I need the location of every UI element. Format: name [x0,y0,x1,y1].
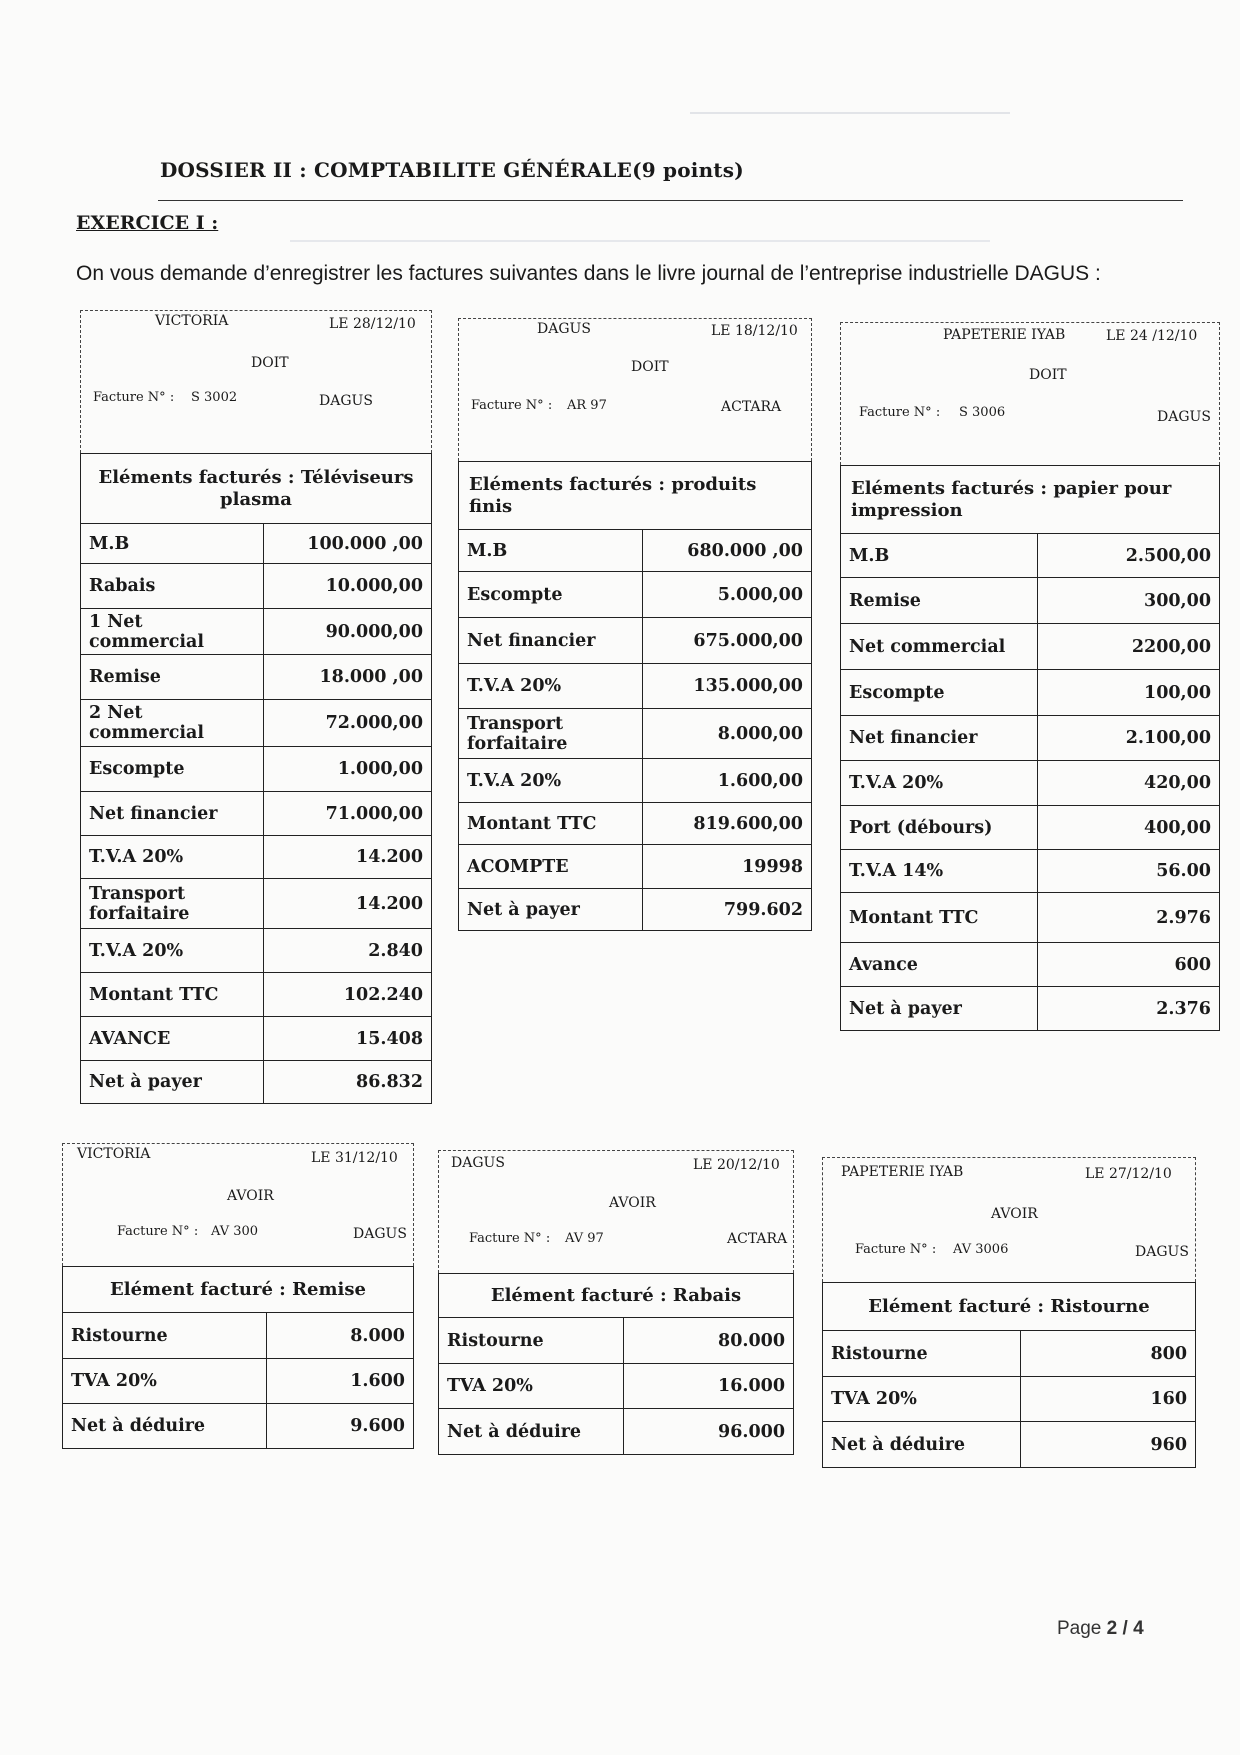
row-value: 799.602 [642,889,811,931]
elements-factures: Eléments facturés : papier pour impression [840,465,1220,533]
row-label: Escompte [459,572,643,618]
table-row [81,792,432,836]
row-value: 102.240 [263,973,431,1017]
row-label: Montant TTC [81,973,264,1017]
table-row [841,943,1220,987]
page-number [1057,1618,1144,1640]
table-row [841,761,1220,806]
bleed-through-mark [290,240,990,248]
table-row [439,1318,794,1364]
invoice-header [80,310,432,453]
row-label: Escompte [841,670,1038,716]
bleed-through-mark [690,112,1010,120]
table-row [81,879,432,929]
row-label: Net à déduire [823,1422,1021,1468]
date: LE 27/12/10 [1085,1166,1172,1182]
facture-number: AV 3006 [953,1242,1009,1257]
page-label: Page [1057,1618,1102,1639]
row-label: T.V.A 20% [841,761,1038,806]
row-label: ACOMPTE [459,845,643,889]
row-value: 1.000,00 [263,747,431,792]
row-value: 800 [1020,1331,1195,1377]
row-value: 96.000 [623,1409,793,1455]
table-row [841,850,1220,893]
issuer: VICTORIA [77,1146,151,1162]
row-value: 10.000,00 [263,564,431,609]
row-value: 819.600,00 [642,803,811,845]
avoir-header [438,1150,794,1273]
row-value: 400,00 [1038,806,1220,850]
table-row [823,1422,1196,1468]
row-value: 100.000 ,00 [263,524,431,564]
row-label: Escompte [81,747,264,792]
doc-type: DOIT [1029,367,1067,383]
avoir-papeterie [822,1157,1196,1468]
row-label: Net financier [841,716,1038,761]
invoice-table [80,523,432,1104]
row-label: Montant TTC [841,893,1038,943]
table-row [459,618,812,664]
row-value: 72.000,00 [263,700,431,747]
client: DAGUS [353,1226,407,1242]
table-row [459,759,812,803]
dossier-title: DOSSIER II : COMPTABILITE GÉNÉRALE(9 points) [160,158,744,182]
table-row [81,973,432,1017]
page-current: 2 [1106,1618,1118,1639]
table-row [81,836,432,879]
date: LE 31/12/10 [311,1150,398,1166]
table-row [823,1331,1196,1377]
invoice-table [458,529,812,931]
table-row [63,1359,414,1404]
facture-label: Facture N° : [117,1224,199,1239]
date: LE 28/12/10 [329,316,416,332]
row-label: Ristourne [823,1331,1021,1377]
table-row [81,1017,432,1061]
row-value: 420,00 [1038,761,1220,806]
row-label: Remise [841,578,1038,624]
row-value: 14.200 [263,836,431,879]
exercice-label: EXERCICE I : [76,212,219,234]
invoice-papeterie [840,322,1220,1031]
table-row [459,664,812,709]
row-label: T.V.A 20% [459,759,643,803]
table-row [81,1061,432,1104]
avoir-table [438,1317,794,1455]
elements-factures: Eléments facturés : Téléviseurs plasma [80,453,432,523]
title-underline [158,200,1183,201]
row-value: 680.000 ,00 [642,530,811,572]
row-value: 15.408 [263,1017,431,1061]
row-label: T.V.A 20% [81,929,264,973]
facture-number: S 3006 [959,405,1006,420]
row-label: TVA 20% [439,1364,624,1409]
row-label: Montant TTC [459,803,643,845]
table-row [841,716,1220,761]
row-value: 90.000,00 [263,609,431,655]
table-row [459,530,812,572]
row-label: Net à payer [459,889,643,931]
row-label: Avance [841,943,1038,987]
page-separator: / [1122,1618,1128,1639]
row-label: M.B [459,530,643,572]
row-value: 2200,00 [1038,624,1220,670]
row-value: 675.000,00 [642,618,811,664]
row-label: Transport forfaitaire [81,879,264,929]
row-label: Remise [81,655,264,700]
avoir-header [62,1143,414,1266]
row-label: 2 Net commercial [81,700,264,747]
row-label: T.V.A 14% [841,850,1038,893]
invoice-header [458,318,812,461]
table-row [81,929,432,973]
row-value: 8.000,00 [642,709,811,759]
table-row [63,1404,414,1449]
instruction-text: On vous demande d’enregistrer les factures suivantes dans le livre journal de l’entreprise industrielle DAGUS : [76,262,1101,285]
doc-type: AVOIR [991,1206,1038,1222]
table-row [459,889,812,931]
facture-number: AV 97 [565,1231,604,1246]
table-row [81,524,432,564]
row-label: M.B [81,524,264,564]
issuer: DAGUS [537,321,591,337]
table-row [81,655,432,700]
row-value: 80.000 [623,1318,793,1364]
doc-type: AVOIR [227,1188,274,1204]
avoir-dagus [438,1150,794,1455]
element-facture: Elément facturé : Remise [62,1266,414,1312]
row-label: Transport forfaitaire [459,709,643,759]
table-row [439,1364,794,1409]
client: DAGUS [1135,1244,1189,1260]
row-value: 86.832 [263,1061,431,1104]
table-row [459,803,812,845]
page-total: 4 [1133,1618,1144,1639]
table-row [841,624,1220,670]
client: DAGUS [1157,409,1211,425]
client: DAGUS [319,393,373,409]
row-label: Ristourne [439,1318,624,1364]
row-value: 18.000 ,00 [263,655,431,700]
row-label: Ristourne [63,1313,267,1359]
row-value: 600 [1038,943,1220,987]
row-label: Net financier [81,792,264,836]
issuer: DAGUS [451,1155,505,1171]
row-value: 19998 [642,845,811,889]
row-label: Port (débours) [841,806,1038,850]
doc-type: AVOIR [609,1195,656,1211]
issuer: PAPETERIE IYAB [841,1164,964,1180]
row-label: T.V.A 20% [459,664,643,709]
row-label: TVA 20% [63,1359,267,1404]
element-facture: Elément facturé : Ristourne [822,1282,1196,1330]
doc-type: DOIT [251,355,289,371]
row-label: Net à payer [81,1061,264,1104]
issuer: VICTORIA [155,313,229,329]
table-row [841,670,1220,716]
facture-number: S 3002 [191,390,238,405]
row-label: Net à payer [841,987,1038,1031]
date: LE 20/12/10 [693,1157,780,1173]
row-value: 160 [1020,1377,1195,1422]
issuer: PAPETERIE IYAB [943,327,1066,343]
table-row [439,1409,794,1455]
doc-type: DOIT [631,359,669,375]
row-label: Net à déduire [63,1404,267,1449]
row-value: 16.000 [623,1364,793,1409]
invoice-table [840,533,1220,1031]
table-row [841,987,1220,1031]
facture-number: AV 300 [211,1224,259,1239]
row-label: 1 Net commercial [81,609,264,655]
facture-label: Facture N° : [469,1231,551,1246]
table-row [841,578,1220,624]
avoir-table [822,1330,1196,1468]
table-row [823,1377,1196,1422]
element-facture: Elément facturé : Rabais [438,1273,794,1317]
facture-label: Facture N° : [859,405,941,420]
row-label: TVA 20% [823,1377,1021,1422]
table-row [81,700,432,747]
facture-label: Facture N° : [471,398,553,413]
date: LE 18/12/10 [711,323,798,339]
row-value: 2.100,00 [1038,716,1220,761]
table-row [459,709,812,759]
row-value: 1.600,00 [642,759,811,803]
row-value: 56.00 [1038,850,1220,893]
table-row [81,609,432,655]
table-row [81,747,432,792]
table-row [459,572,812,618]
table-row [841,893,1220,943]
row-value: 300,00 [1038,578,1220,624]
row-value: 1.600 [266,1359,413,1404]
row-value: 2.376 [1038,987,1220,1031]
row-label: Net financier [459,618,643,664]
table-row [63,1313,414,1359]
table-row [841,534,1220,578]
client: ACTARA [727,1231,788,1247]
row-label: M.B [841,534,1038,578]
row-value: 9.600 [266,1404,413,1449]
table-row [841,806,1220,850]
row-value: 71.000,00 [263,792,431,836]
avoir-victoria [62,1143,414,1449]
client: ACTARA [721,399,782,415]
row-label: Rabais [81,564,264,609]
invoice-header [840,322,1220,465]
row-value: 2.976 [1038,893,1220,943]
table-row [459,845,812,889]
facture-label: Facture N° : [93,390,175,405]
row-label: AVANCE [81,1017,264,1061]
facture-label: Facture N° : [855,1242,937,1257]
invoice-victoria [80,310,432,1104]
row-label: T.V.A 20% [81,836,264,879]
row-value: 5.000,00 [642,572,811,618]
elements-factures: Eléments facturés : produits finis [458,461,812,529]
row-value: 100,00 [1038,670,1220,716]
facture-number: AR 97 [567,398,607,413]
row-value: 14.200 [263,879,431,929]
row-value: 8.000 [266,1313,413,1359]
row-value: 2.500,00 [1038,534,1220,578]
table-row [81,564,432,609]
row-value: 960 [1020,1422,1195,1468]
row-value: 2.840 [263,929,431,973]
avoir-header [822,1157,1196,1282]
invoice-dagus [458,318,812,931]
date: LE 24 /12/10 [1106,328,1198,344]
row-label: Net commercial [841,624,1038,670]
row-value: 135.000,00 [642,664,811,709]
avoir-table [62,1312,414,1449]
row-label: Net à déduire [439,1409,624,1455]
